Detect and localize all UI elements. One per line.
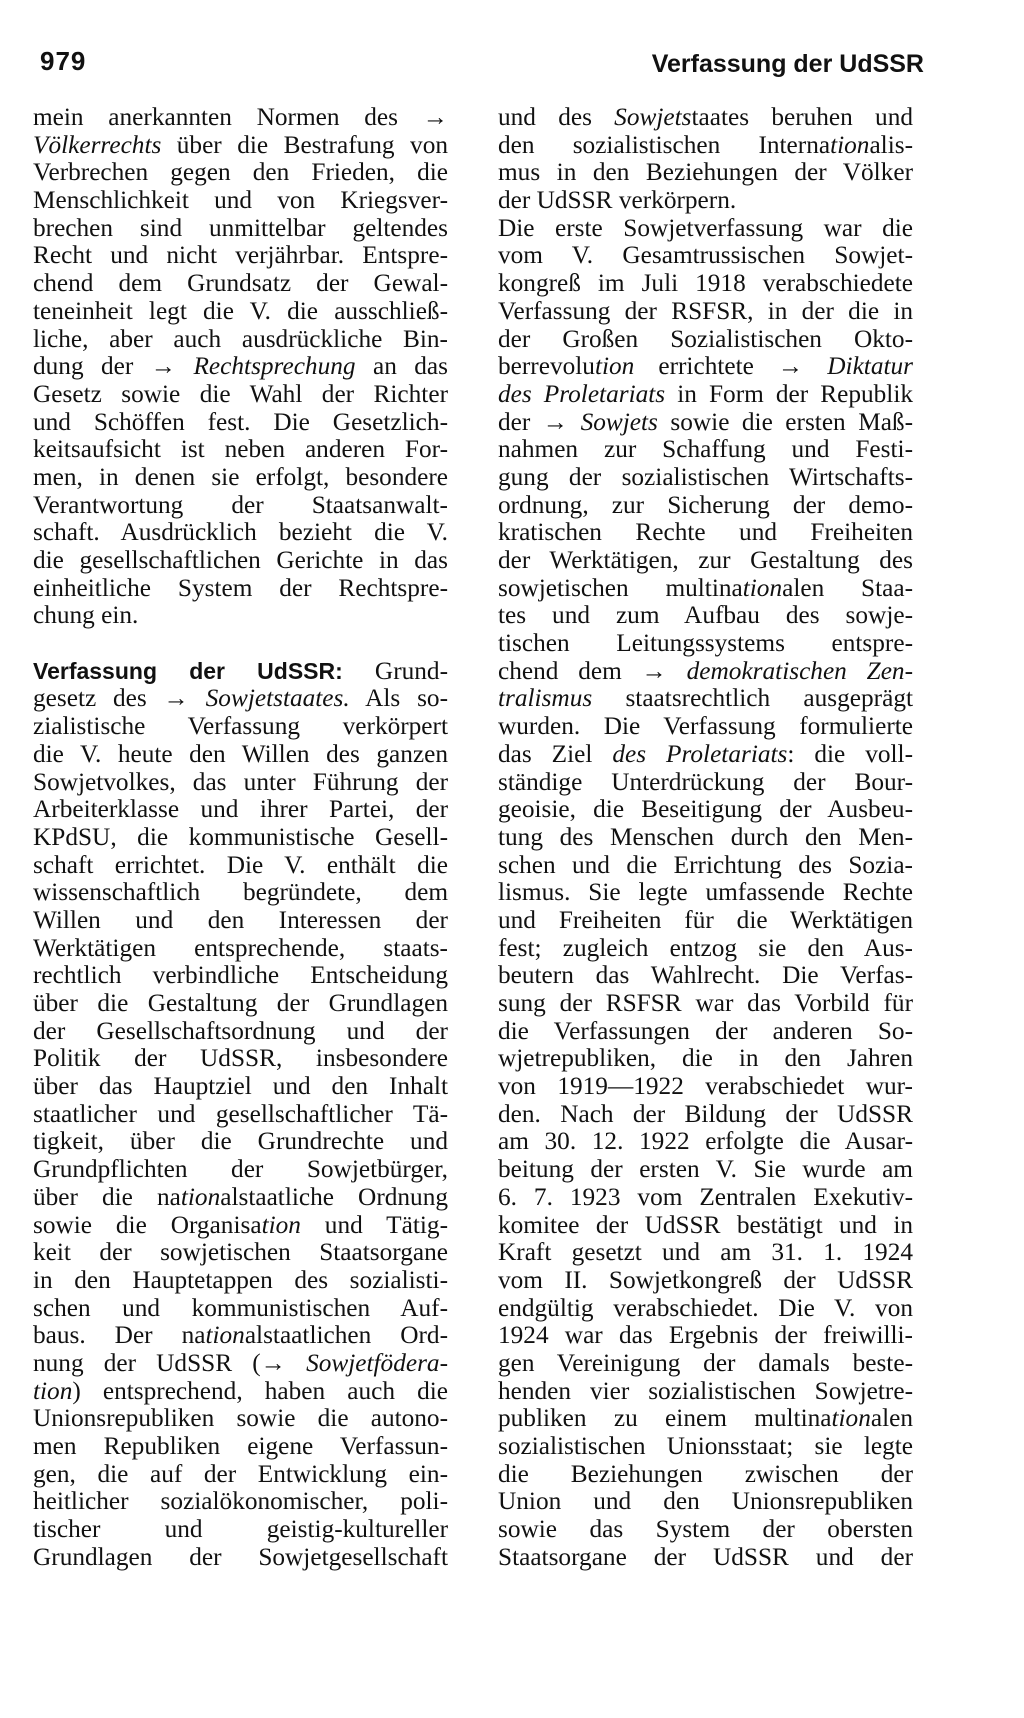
text-line: sowie die Organisation und Tätig- xyxy=(33,1210,448,1239)
text-line: teneinheit legt die V. die ausschließ- xyxy=(33,296,448,325)
text-line: tion) entsprechend, haben auch die xyxy=(33,1376,448,1405)
text-line: Menschlichkeit und von Kriegsver- xyxy=(33,186,448,215)
text-line: zialistische Verfassung verkörpert xyxy=(33,712,448,741)
text-line: keit der sowjetischen Staatsorgane xyxy=(33,1238,448,1267)
text-line: über die nationalstaatliche Ordnung xyxy=(33,1182,448,1211)
text-line: vom V. Gesamtrussischen Sowjet- xyxy=(498,241,913,270)
text-line: liche, aber auch ausdrückliche Bin- xyxy=(33,324,448,353)
text-line: mein anerkannten Normen des → xyxy=(33,103,448,131)
text-line: die gesellschaftlichen Gerichte in das xyxy=(33,546,448,574)
text-line: sung der RSFSR war das Vorbild für xyxy=(498,989,913,1017)
text-line: über das Hauptziel und den Inhalt xyxy=(33,1072,448,1101)
text-line: tung des Menschen durch den Men- xyxy=(498,822,913,851)
text-line: den. Nach der Bildung der UdSSR xyxy=(498,1099,913,1128)
text-line: der → Sowjets sowie die ersten Maß- xyxy=(498,407,913,436)
text-line: heitlicher sozialökonomischer, poli- xyxy=(33,1487,448,1516)
text-line: Union und den Unionsrepubliken xyxy=(498,1487,913,1516)
text-line: gen Vereinigung der damals beste- xyxy=(498,1348,913,1377)
text-line: vom II. Sowjetkongreß der UdSSR xyxy=(498,1265,913,1294)
text-line: schen und kommunistischen Auf- xyxy=(33,1293,448,1322)
text-line: tigkeit, über die Grundrechte und xyxy=(33,1127,448,1156)
text-line: beutern das Wahlrecht. Die Verfas- xyxy=(498,961,913,990)
text-line: den sozialistischen Internationalis- xyxy=(498,130,913,159)
text-line: der Werktätigen, zur Gestaltung des xyxy=(498,546,913,574)
text-line: tralismus staatsrechtlich ausgeprägt xyxy=(498,684,913,713)
text-line: tischer und geistig-kultureller xyxy=(33,1515,448,1544)
text-line: und Freiheiten für die Werktätigen xyxy=(498,905,913,934)
text-line: lismus. Sie legte umfassende Rechte xyxy=(498,878,913,907)
text-line: über die Gestaltung der Grundlagen xyxy=(33,989,448,1017)
text-line: wissenschaftlich begründete, dem xyxy=(33,878,448,907)
text-line: der Großen Sozialistischen Okto- xyxy=(498,324,913,353)
text-line: komitee der UdSSR bestätigt und in xyxy=(498,1210,913,1239)
text-line: chend dem Grundsatz der Gewal- xyxy=(33,269,448,298)
text-line: Gesetz sowie die Wahl der Richter xyxy=(33,379,448,408)
running-head: Verfassung der UdSSR xyxy=(651,50,924,78)
text-line: in den Hauptetappen des sozialisti- xyxy=(33,1265,448,1294)
text-line: wurden. Die Verfassung formulierte xyxy=(498,712,913,741)
left-column xyxy=(33,104,448,1571)
text-line: Grundlagen der Sowjetgesellschaft xyxy=(33,1542,448,1571)
text-line: henden vier sozialistischen Sowjetre- xyxy=(498,1376,913,1405)
text-line: dung der → Rechtsprechung an das xyxy=(33,352,448,381)
text-line: beitung der ersten V. Sie wurde am xyxy=(498,1155,913,1184)
text-line: brechen sind unmittelbar geltendes xyxy=(33,213,448,242)
text-line: kongreß im Juli 1918 verabschiedete xyxy=(498,269,913,298)
text-line: staatlicher und gesellschaftlicher Tä- xyxy=(33,1099,448,1128)
text-line: nahmen zur Schaffung und Festi- xyxy=(498,435,913,464)
text-line: men, in denen sie erfolgt, besondere xyxy=(33,462,448,491)
text-line: kratischen Rechte und Freiheiten xyxy=(498,518,913,547)
text-line: Recht und nicht verjährbar. Entspre- xyxy=(33,241,448,270)
text-line: Unionsrepubliken sowie die autono- xyxy=(33,1404,448,1433)
text-line: und Schöffen fest. Die Gesetzlich- xyxy=(33,407,448,436)
text-line: mus in den Beziehungen der Völker xyxy=(498,158,913,187)
text-line: Staatsorgane der UdSSR und der xyxy=(498,1542,913,1571)
text-line: Grundpflichten der Sowjetbürger, xyxy=(33,1155,448,1184)
text-line: Arbeiterklasse und ihrer Partei, der xyxy=(33,795,448,824)
text-line: ständige Unterdrückung der Bour- xyxy=(498,767,913,796)
dictionary-entry xyxy=(33,658,448,1572)
right-column xyxy=(498,104,913,1571)
text-line: das Ziel des Proletariats: die voll- xyxy=(498,739,914,768)
text-line: schen und die Errichtung des Sozia- xyxy=(498,850,913,879)
text-line: tes und zum Aufbau des sowje- xyxy=(498,601,913,630)
text-line: die V. heute den Willen des ganzen xyxy=(33,739,448,768)
right-body xyxy=(498,104,913,1571)
text-line: baus. Der nationalstaatlichen Ord- xyxy=(33,1321,449,1350)
text-line: endgültig verabschiedet. Die V. von xyxy=(498,1293,913,1322)
text-line: sowjetischen multinationalen Staa- xyxy=(498,573,913,602)
text-line: der Gesellschaftsordnung und der xyxy=(33,1016,448,1045)
text-line: Verfassung der RSFSR, in der die in xyxy=(498,296,913,325)
text-line: publiken zu einem multinationalen xyxy=(498,1404,913,1433)
text-line: einheitliche System der Rechtspre- xyxy=(33,573,448,602)
text-line: men Republiken eigene Verfassun- xyxy=(33,1432,448,1460)
text-line: chend dem → demokratischen Zen- xyxy=(498,656,913,685)
text-line: Völkerrechts über die Bestrafung von xyxy=(33,130,448,159)
text-line: fest; zugleich entzog sie den Aus- xyxy=(498,933,913,962)
text-line: tischen Leitungssystems entspre- xyxy=(498,629,913,658)
text-line: Verantwortung der Staatsanwalt- xyxy=(33,490,448,519)
left-paragraph xyxy=(33,104,448,630)
text-line: Die erste Sowjetverfassung war die xyxy=(498,213,913,242)
text-line: schaft. Ausdrücklich bezieht die V. xyxy=(33,518,448,547)
text-line: sowie das System der obersten xyxy=(498,1515,913,1544)
paragraph-gap xyxy=(33,630,448,658)
text-line: Willen und den Interessen der xyxy=(33,905,448,934)
text-line: Werktätigen entsprechende, staats- xyxy=(33,933,448,962)
text-line: gesetz des → Sowjetstaates. Als so- xyxy=(33,684,448,713)
entry-heading: Verfassung der UdSSR: xyxy=(33,657,343,684)
entry-body xyxy=(33,685,448,1571)
text-line: gen, die auf der Entwicklung ein- xyxy=(33,1459,448,1488)
text-line: des Proletariats in Form der Republik xyxy=(498,379,913,408)
text-line: die Beziehungen zwischen der xyxy=(498,1459,913,1488)
text-line: KPdSU, die kommunistische Gesell- xyxy=(33,822,448,851)
text-line: gung der sozialistischen Wirtschafts- xyxy=(498,462,913,491)
text-line: am 30. 12. 1922 erfolgte die Ausar- xyxy=(498,1127,913,1156)
text-line: Kraft gesetzt und am 31. 1. 1924 xyxy=(498,1238,913,1267)
text-line: 6. 7. 1923 vom Zentralen Exekutiv- xyxy=(498,1182,913,1211)
text-line: wjetrepubliken, die in den Jahren xyxy=(498,1044,913,1073)
text-line: chung ein. xyxy=(33,601,139,630)
text-line: nung der UdSSR (→ Sowjetfödera- xyxy=(33,1348,448,1377)
page-number: 979 xyxy=(40,46,87,76)
entry-first-line: Grund- xyxy=(342,656,448,685)
text-line: und des Sowjetstaates beruhen und xyxy=(498,103,913,131)
text-line: rechtlich verbindliche Entscheidung xyxy=(33,961,448,990)
text-line: geoisie, die Beseitigung der Ausbeu- xyxy=(498,795,913,824)
text-line: schaft errichtet. Die V. enthält die xyxy=(33,850,448,879)
text-line: Sowjetvolkes, das unter Führung der xyxy=(33,767,448,796)
text-line: die Verfassungen der anderen So- xyxy=(498,1016,913,1045)
text-line: keitsaufsicht ist neben anderen For- xyxy=(33,435,448,464)
text-line: Verbrechen gegen den Frieden, die xyxy=(33,158,448,187)
text-line: der UdSSR verkörpern. xyxy=(498,186,737,215)
text-line: Politik der UdSSR, insbesondere xyxy=(33,1044,448,1073)
text-line: sozialistischen Unionsstaat; sie legte xyxy=(498,1432,913,1460)
text-line: ordnung, zur Sicherung der demo- xyxy=(498,490,913,519)
text-line: berrevolution errichtete → Diktatur xyxy=(498,352,913,381)
text-line: 1924 war das Ergebnis der freiwilli- xyxy=(498,1321,913,1350)
text-line: von 1919—1922 verabschiedet wur- xyxy=(498,1072,913,1101)
